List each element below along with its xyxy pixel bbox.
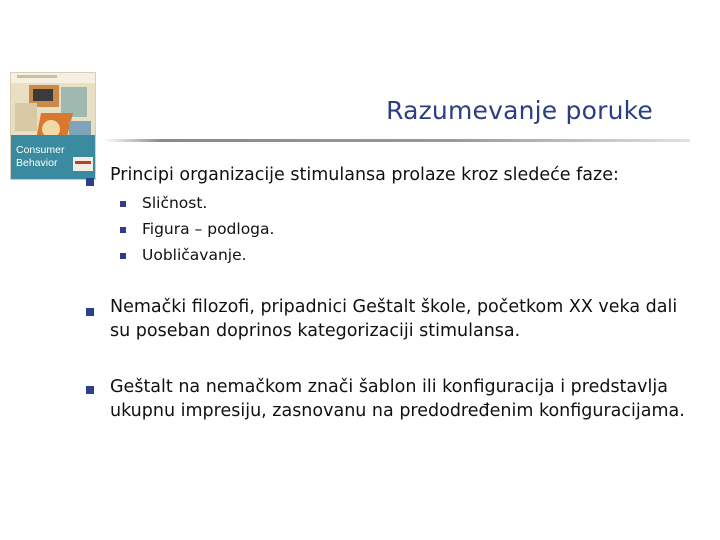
book-cover-image xyxy=(10,72,96,180)
bullet-marker-3 xyxy=(86,386,94,394)
sub-bullet-text-3: Uobličavanje. xyxy=(142,246,247,264)
sub-bullet-marker-3 xyxy=(120,253,126,259)
bullet-marker-2 xyxy=(86,308,94,316)
cover-cart-icon xyxy=(33,89,53,101)
title-divider xyxy=(103,139,690,142)
bullet-text-3-line-2: ukupnu impresiju, zasnovanu na predodređenim konfiguracijama. xyxy=(110,401,685,421)
bullet-text-2-line-1: Nemački filozofi, pripadnici Geštalt škole, početkom XX veka dali xyxy=(110,297,678,317)
sub-bullet-text-1: Sličnost. xyxy=(142,194,208,212)
bullet-marker-1 xyxy=(86,178,94,186)
cover-title-line1: Consumer xyxy=(16,144,65,156)
slide-title: Razumevanje poruke xyxy=(386,96,653,125)
bullet-text-3-line-1: Geštalt na nemačkom znači šablon ili konfiguracija i predstavlja xyxy=(110,377,668,397)
sub-bullet-marker-1 xyxy=(120,201,126,207)
bullet-text-1: Principi organizacije stimulansa prolaze kroz sledeće faze: xyxy=(110,165,619,185)
bullet-text-2-line-2: su poseban doprinos kategorizaciji stimulansa. xyxy=(110,321,521,341)
sub-bullet-text-2: Figura – podloga. xyxy=(142,220,275,238)
sub-bullet-marker-2 xyxy=(120,227,126,233)
cover-artwork xyxy=(11,73,95,179)
cover-title-line2: Behavior xyxy=(16,157,58,169)
